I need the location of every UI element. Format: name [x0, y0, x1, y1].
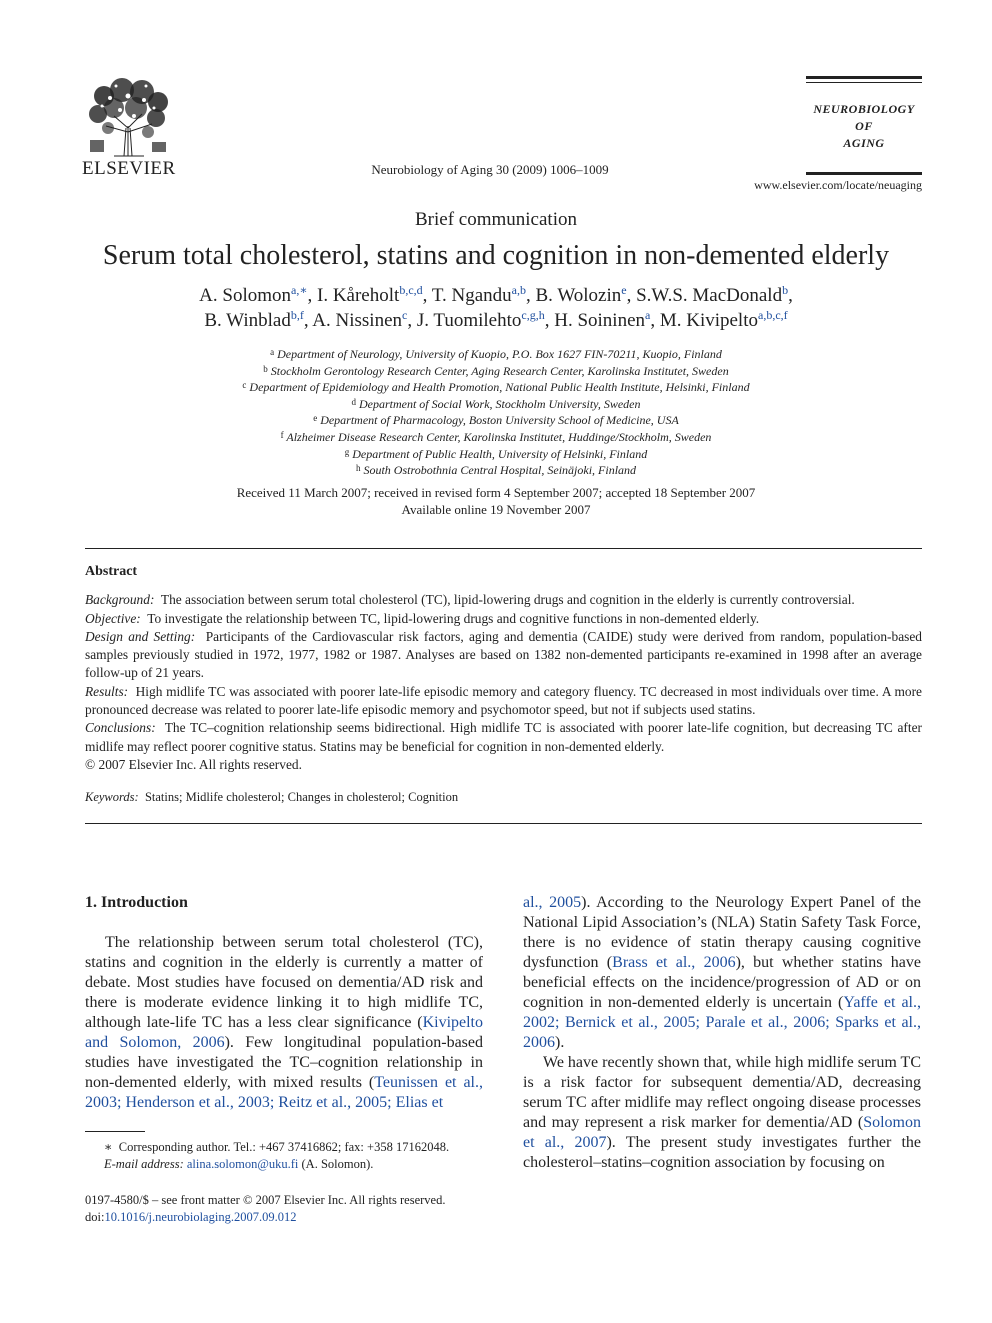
- author-affiliation-marker[interactable]: a,b: [511, 283, 526, 297]
- affiliation-g: $^g$ Department of Public Health, University of Helsinki, Finland: [344, 446, 648, 461]
- body-text: ). Few longitudinal population-based studies have investigated the TC–cognition relationship in non-demented elderly, with mixed results (: [85, 1034, 484, 1091]
- footnote: [85, 1139, 483, 1172]
- front-matter: [85, 1192, 505, 1225]
- author-affiliation-marker[interactable]: b,c,d: [399, 283, 423, 297]
- author-affiliation-marker[interactable]: b: [782, 283, 789, 297]
- body-text: ). According to the Neurology Expert Panel of the National Lipid Association’s (NLA) Statin Safety Task Force, there is no evidence of statin therapy causing cognitive dysfunction (: [523, 894, 922, 971]
- affiliation-f: $^f$ Alzheimer Disease Research Center, Karolinska Institutet, Huddinge/Stockholm, Sweden: [280, 429, 712, 444]
- body-column-left: [85, 893, 483, 1113]
- keywords: Keywords: Statins; Midlife cholesterol; Changes in cholesterol; Cognition: [85, 790, 459, 804]
- affiliations: [0, 346, 992, 479]
- divider-bottom: [85, 823, 922, 824]
- body-text: ).: [555, 1034, 565, 1051]
- issn-line: 0197-4580/$ – see front matter © 2007 Elsevier Inc. All rights reserved.: [85, 1193, 446, 1207]
- affiliation-e: $^e$ Department of Pharmacology, Boston University School of Medicine, USA: [313, 413, 679, 428]
- citation-link[interactable]: Teunissen et al., 2003; Henderson et al., 2003; Reitz et al., 2005; Elias et: [85, 1074, 483, 1111]
- citation-link[interactable]: al., 2005: [523, 894, 582, 911]
- footnote-rule: [85, 1131, 145, 1132]
- body-text: ), but whether statins have beneficial effects on the incidence/progression of AD or on cognition in non-demented elderly is uncertain (: [523, 954, 921, 1011]
- masthead-rule-thin: [806, 82, 922, 83]
- abstract-results: Results: High midlife TC was associated with poorer late-life episodic memory and category fluency. TC decreased in most individuals over time. A more pronounced decrease was related to poorer late-life episodic memory and psychomotor speed, but not if subjects used statins.: [85, 683, 923, 718]
- author-list-line-1: A. Solomon$^{a,∗}$, I. Kåreholt$^{b,c,d}$, T. Ngandu$^{a,b}$, B. Wolozin$^e$, S.W.S. MacDonald$^b$,: [199, 283, 793, 306]
- affiliation-b: $^b$ Stockholm Gerontology Research Center, Aging Research Center, Karolinska Institutet, Sweden: [263, 363, 729, 378]
- abstract: [85, 563, 922, 774]
- abstract-background: Background: The association between serum total cholesterol (TC), lipid-lowering drugs and cognition in the elderly is currently controversial.: [85, 592, 855, 608]
- author-name: H. Soininen: [554, 310, 645, 331]
- author-name: B. Winblad: [204, 310, 291, 331]
- author-affiliation-marker[interactable]: b,f: [290, 308, 304, 322]
- corresponding-author: ∗ Corresponding author. Tel.: +467 37416862; fax: +358 17162048.: [104, 1140, 450, 1154]
- citation-link[interactable]: Solomon et al., 2007: [523, 1114, 921, 1151]
- available-online: Available online 19 November 2007: [401, 502, 591, 517]
- publisher-name: ELSEVIER: [82, 158, 176, 179]
- author-list-line-2: B. Winblad$^{b,f}$, A. Nissinen$^c$, J. Tuomilehto$^{c,g,h}$, H. Soininen$^a$, M. Kivipelto$^{a,b,c,f}$: [204, 308, 788, 331]
- affiliation-a: $^a$ Department of Neurology, University of Kuopio, P.O. Box 1627 FIN-70211, Kuopio, Finland: [270, 347, 722, 361]
- author-name: A. Solomon: [199, 285, 292, 306]
- intro-paragraph-1: [85, 933, 483, 1113]
- author-affiliation-marker[interactable]: c: [402, 308, 408, 322]
- abstract-heading: Abstract: [85, 564, 138, 579]
- citation-link[interactable]: Kivipelto and Solomon, 2006: [85, 1014, 483, 1051]
- body-text: The relationship between serum total cholesterol (TC), statins and cognition in the elderly is currently a matter of debate. Most studies have focused on dementia/AD risk and there is moderate evidence linking it to high midlife TC, although late-life TC has a less clear significance (: [85, 934, 483, 1031]
- elsevier-tree-icon: [84, 76, 174, 158]
- intro-paragraph-1-continued: [523, 893, 921, 1053]
- journal-name: NEUROBIOLOGY OF AGING: [813, 102, 915, 150]
- masthead-rule-bottom: [806, 172, 922, 175]
- abstract-copyright: © 2007 Elsevier Inc. All rights reserved.: [85, 756, 302, 772]
- doi-link[interactable]: 10.1016/j.neurobiolaging.2007.09.012: [104, 1209, 297, 1224]
- masthead-rule-top: [806, 76, 922, 79]
- citation-link[interactable]: Brass et al., 2006: [612, 954, 736, 971]
- abstract-design: Design and Setting: Participants of the Cardiovascular risk factors, aging and dementia (CAIDE) study were derived from random, population-based samples previously studied in 1972, 1977, 1982 or 1987. Analyses are based on 1382 non-demented participants re-examined in 1998 after an average follow-up of 21 years.: [85, 628, 922, 681]
- doi-line: doi:10.1016/j.neurobiolaging.2007.09.012: [85, 1209, 297, 1224]
- abstract-objective: Objective: To investigate the relationship between TC, lipid-lowering drugs and cognitive functions in non-demented elderly.: [85, 610, 760, 626]
- body-text: We have recently shown that, while high midlife serum TC is a risk factor for subsequent dementia/AD, decreasing serum TC after midlife may reflect ongoing disease processes and may represent a risk marker for dementia/AD (: [523, 1054, 921, 1131]
- author-name: J. Tuomilehto: [416, 310, 522, 331]
- author-name: I. Kåreholt: [317, 285, 400, 306]
- author-affiliation-marker[interactable]: a,b,c,f: [758, 308, 788, 322]
- affiliation-d: $^d$ Department of Social Work, Stockholm University, Sweden: [351, 396, 641, 411]
- author-name: T. Ngandu: [431, 285, 512, 306]
- affiliation-c: $^c$ Department of Epidemiology and Health Promotion, National Public Health Institute, Helsinki, Finland: [242, 380, 750, 395]
- journal-masthead: [806, 76, 922, 186]
- affiliation-h: $^h$ South Ostrobothnia Central Hospital, Seinäjoki, Finland: [355, 463, 637, 478]
- abstract-conclusions: Conclusions: The TC–cognition relationship seems bidirectional. High midlife TC is associated with poorer late-life cognition, but decreasing TC after midlife may reflect poorer cognitive status. Statins may be beneficial for cognition in non-demented elderly.: [85, 720, 922, 754]
- author-name: A. Nissinen: [312, 310, 403, 331]
- author-affiliation-marker[interactable]: a,∗: [291, 283, 308, 297]
- received-dates: Received 11 March 2007; received in revised form 4 September 2007; accepted 18 September 2007: [236, 485, 756, 500]
- author-affiliation-marker[interactable]: a: [645, 308, 651, 322]
- author-name: M. Kivipelto: [659, 310, 758, 331]
- intro-paragraph-2: [523, 1053, 921, 1173]
- journal-url[interactable]: www.elsevier.com/locate/neuaging: [754, 178, 922, 192]
- email-line: E-mail address: alina.solomon@uku.fi (A. Solomon).: [104, 1156, 374, 1171]
- author-name: S.W.S. MacDonald: [636, 285, 783, 306]
- article-title: Serum total cholesterol, statins and cognition in non-demented elderly: [102, 240, 890, 271]
- body-text: ). The present study investigates further the cholesterol–statins–cognition association by focusing on: [523, 1134, 921, 1171]
- body-column-right: [523, 893, 921, 1173]
- article-dates: [0, 484, 992, 518]
- divider-top: [85, 548, 922, 549]
- section-heading-introduction: 1. Introduction: [85, 894, 188, 911]
- author-name: B. Wolozin: [535, 285, 622, 306]
- author-affiliation-marker[interactable]: e: [621, 283, 627, 297]
- elsevier-logo: [82, 76, 178, 179]
- author-affiliation-marker[interactable]: c,g,h: [521, 308, 545, 322]
- citation-link[interactable]: Yaffe et al., 2002; Bernick et al., 2005; Parale et al., 2006; Sparks et al., 2006: [523, 994, 921, 1051]
- article-type: Brief communication: [415, 209, 577, 230]
- email-link[interactable]: alina.solomon@uku.fi: [186, 1156, 299, 1171]
- journal-citation: Neurobiology of Aging 30 (2009) 1006–1009: [371, 162, 609, 177]
